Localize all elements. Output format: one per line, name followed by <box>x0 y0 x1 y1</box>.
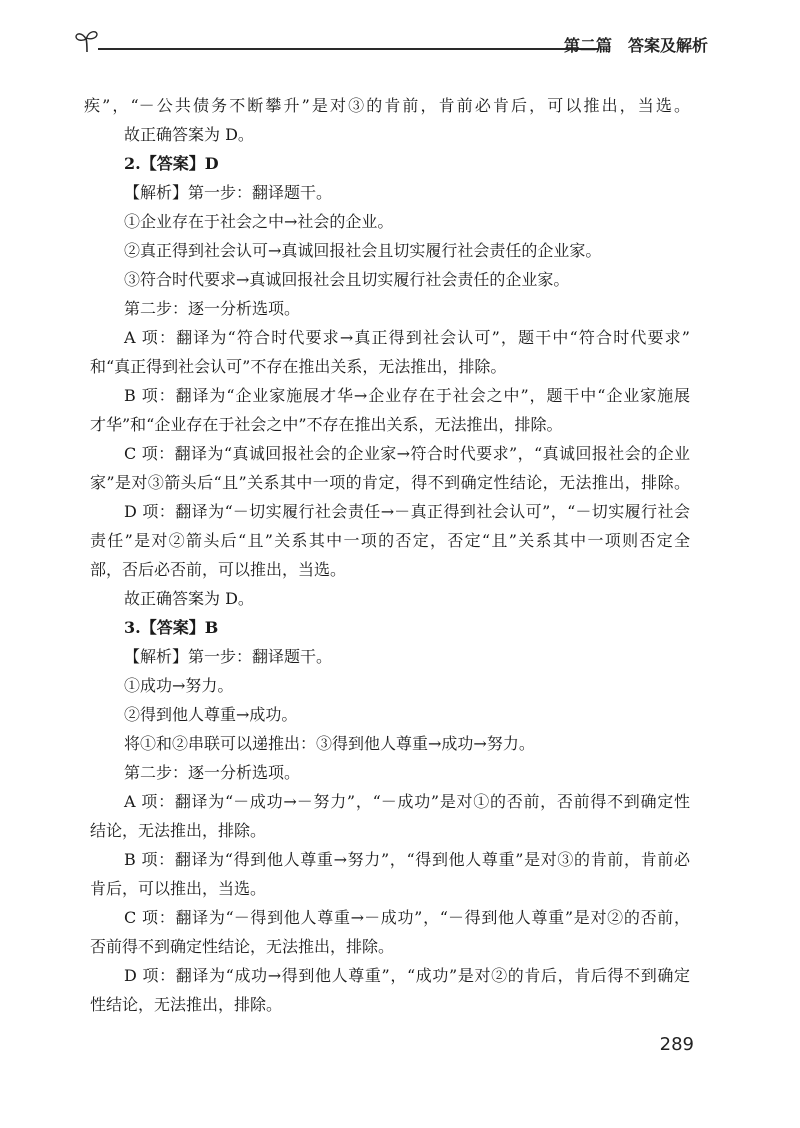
header-rule <box>98 48 598 50</box>
text-line: 将①和②串联可以递推出：③得到他人尊重→成功→努力。 <box>124 734 535 753</box>
text-line: B 项：翻译为“得到他人尊重→努力”，“得到他人尊重”是对③的肯前，肯前必 <box>124 850 690 869</box>
text-line: 家”是对③箭头后“且”关系其中一项的肯定，得不到确定性结论，无法推出，排除。 <box>90 473 690 492</box>
analysis-heading: 【解析】第一步：翻译题干。 <box>124 647 333 666</box>
text-line: 责任”是对②箭头后“且”关系其中一项的否定，否定“且”关系其中一项则否定全 <box>90 531 690 550</box>
text-line: 性结论，无法推出，排除。 <box>90 995 283 1014</box>
text-line: C 项：翻译为“－得到他人尊重→－成功”，“－得到他人尊重”是对②的否前， <box>124 908 690 927</box>
text-line: 结论，无法推出，排除。 <box>90 821 267 840</box>
page-number: 289 <box>659 1034 694 1055</box>
running-header <box>74 26 714 56</box>
answer-heading: 3.【答案】B <box>124 618 219 637</box>
text-line: A 项：翻译为“符合时代要求→真正得到社会认可”，题干中“符合时代要求” <box>124 328 690 347</box>
text-line: C 项：翻译为“真诚回报社会的企业家→符合时代要求”，“真诚回报社会的企业 <box>124 444 690 463</box>
text-line: ②真正得到社会认可→真诚回报社会且切实履行社会责任的企业家。 <box>124 241 602 260</box>
text-line: 才华”和“企业存在于社会之中”不存在推出关系，无法推出，排除。 <box>90 415 563 434</box>
text-line: ②得到他人尊重→成功。 <box>124 705 298 724</box>
sprout-icon <box>74 28 100 54</box>
text-line: 第二步：逐一分析选项。 <box>124 763 301 782</box>
text-line: 否前得不到确定性结论，无法推出，排除。 <box>90 937 395 956</box>
text-line: B 项：翻译为“企业家施展才华→企业存在于社会之中”，题干中“企业家施展 <box>124 386 690 405</box>
text-line: ①企业存在于社会之中→社会的企业。 <box>124 212 394 231</box>
text-line: D 项：翻译为“成功→得到他人尊重”，“成功”是对②的肯后，肯后得不到确定 <box>124 966 690 985</box>
answer-heading: 2.【答案】D <box>124 154 219 173</box>
analysis-heading: 【解析】第一步：翻译题干。 <box>124 183 333 202</box>
text-line: 和“真正得到社会认可”不存在推出关系，无法推出，排除。 <box>90 357 507 376</box>
section-title: 第二篇 答案及解析 <box>563 36 708 55</box>
text-line: 部，否后必否前，可以推出，当选。 <box>90 560 347 579</box>
text-line: 肯后，可以推出，当选。 <box>90 879 267 898</box>
text-line: 故正确答案为 D。 <box>124 589 254 608</box>
text-line: 第二步：逐一分析选项。 <box>124 299 301 318</box>
text-line: 疾”，“－公共债务不断攀升”是对③的肯前，肯前必肯后，可以推出，当选。 <box>84 96 690 115</box>
text-line: ③符合时代要求→真诚回报社会且切实履行社会责任的企业家。 <box>124 270 570 289</box>
text-line: 故正确答案为 D。 <box>124 125 254 144</box>
page-body <box>84 92 690 1019</box>
text-line: A 项：翻译为“－成功→－努力”，“－成功”是对①的否前，否前得不到确定性 <box>124 792 690 811</box>
text-line: ①成功→努力。 <box>124 676 234 695</box>
text-line: D 项：翻译为“－切实履行社会责任→－真正得到社会认可”，“－切实履行社会 <box>124 502 690 521</box>
